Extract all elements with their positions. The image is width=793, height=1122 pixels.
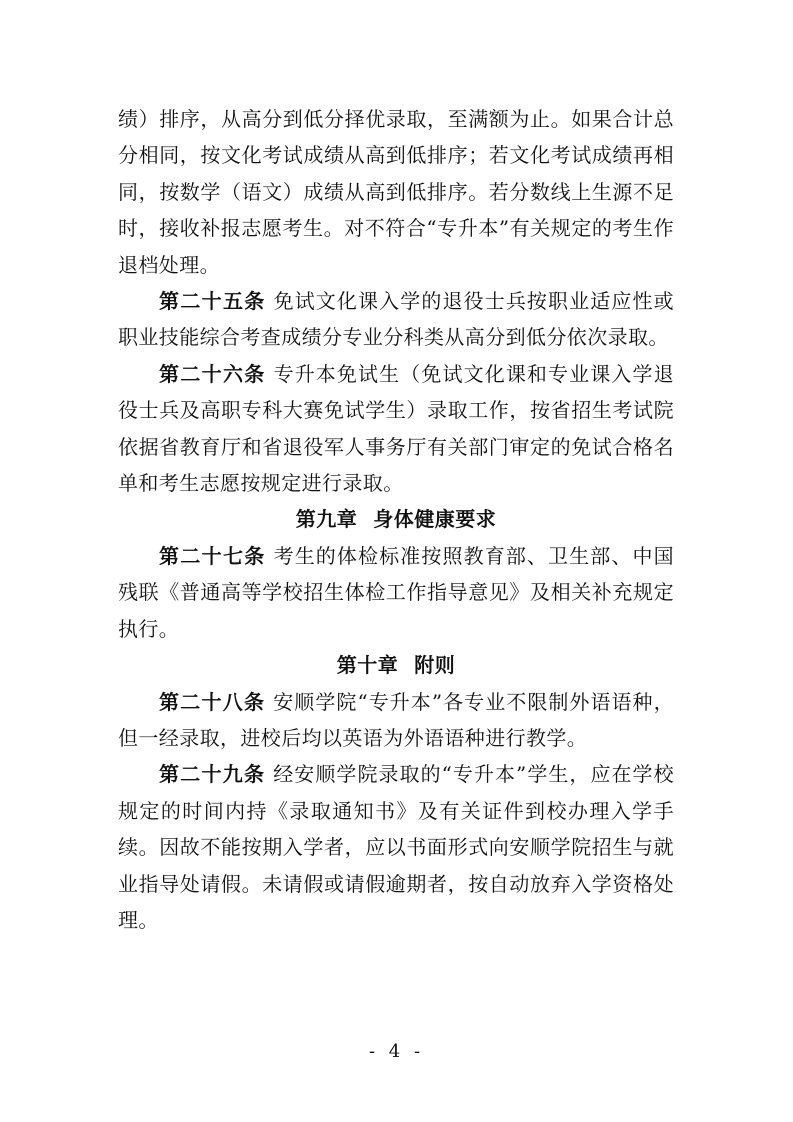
chapter-10-heading	[118, 647, 674, 683]
page-number: - 4 -	[368, 1041, 425, 1062]
article-title: 第二十九条	[159, 762, 266, 787]
article-title: 第二十六条	[159, 361, 266, 386]
article-text: 安顺学院“专升本”各专业不限制外语语种，但一经录取，进校后均以英语为外语语种进行教学。	[118, 689, 675, 750]
chapter-9-heading	[118, 501, 674, 537]
chapter-number: 第十章	[336, 653, 399, 678]
chapter-number: 第九章	[295, 507, 358, 532]
article-text: 免试文化课入学的退役士兵按职业适应性或职业技能综合考查成绩分专业分科类从高分到低分依次录取。	[118, 289, 675, 350]
paragraph-continuation: 绩）排序，从高分到低分择优录取，至满额为止。如果合计总分相同，按文化考试成绩从高到低排序；若文化考试成绩再相同，按数学（语文）成绩从高到低排序。若分数线上生源不足时，接收补报志愿考生。对不符合“专升本”有关规定的考生作退档处理。	[118, 107, 674, 277]
article-29	[118, 756, 674, 938]
article-27	[118, 538, 674, 647]
article-title: 第二十七条	[159, 543, 266, 568]
article-text: 经安顺学院录取的“专升本”学生，应在学校规定的时间内持《录取通知书》及有关证件到校办理入学手续。因故不能按期入学者，应以书面形式向安顺学院招生与就业指导处请假。未请假或请假逾期者，按自动放弃入学资格处理。	[118, 762, 675, 932]
article-26	[118, 356, 674, 502]
document-page	[118, 101, 674, 938]
chapter-title: 身体健康要求	[373, 507, 497, 532]
article-25	[118, 283, 674, 356]
chapter-title: 附则	[414, 653, 456, 678]
article-text: 专升本免试生（免试文化课和专业课入学退役士兵及高职专科大赛免试学生）录取工作，按省招生考试院依据省教育厅和省退役军人事务厅有关部门审定的免试合格名单和考生志愿按规定进行录取。	[118, 361, 675, 496]
article-28	[118, 684, 674, 757]
article-title: 第二十八条	[159, 689, 266, 714]
article-title: 第二十五条	[159, 289, 266, 314]
article-text: 考生的体检标准按照教育部、卫生部、中国残联《普通高等学校招生体检工作指导意见》及相关补充规定执行。	[118, 543, 675, 641]
